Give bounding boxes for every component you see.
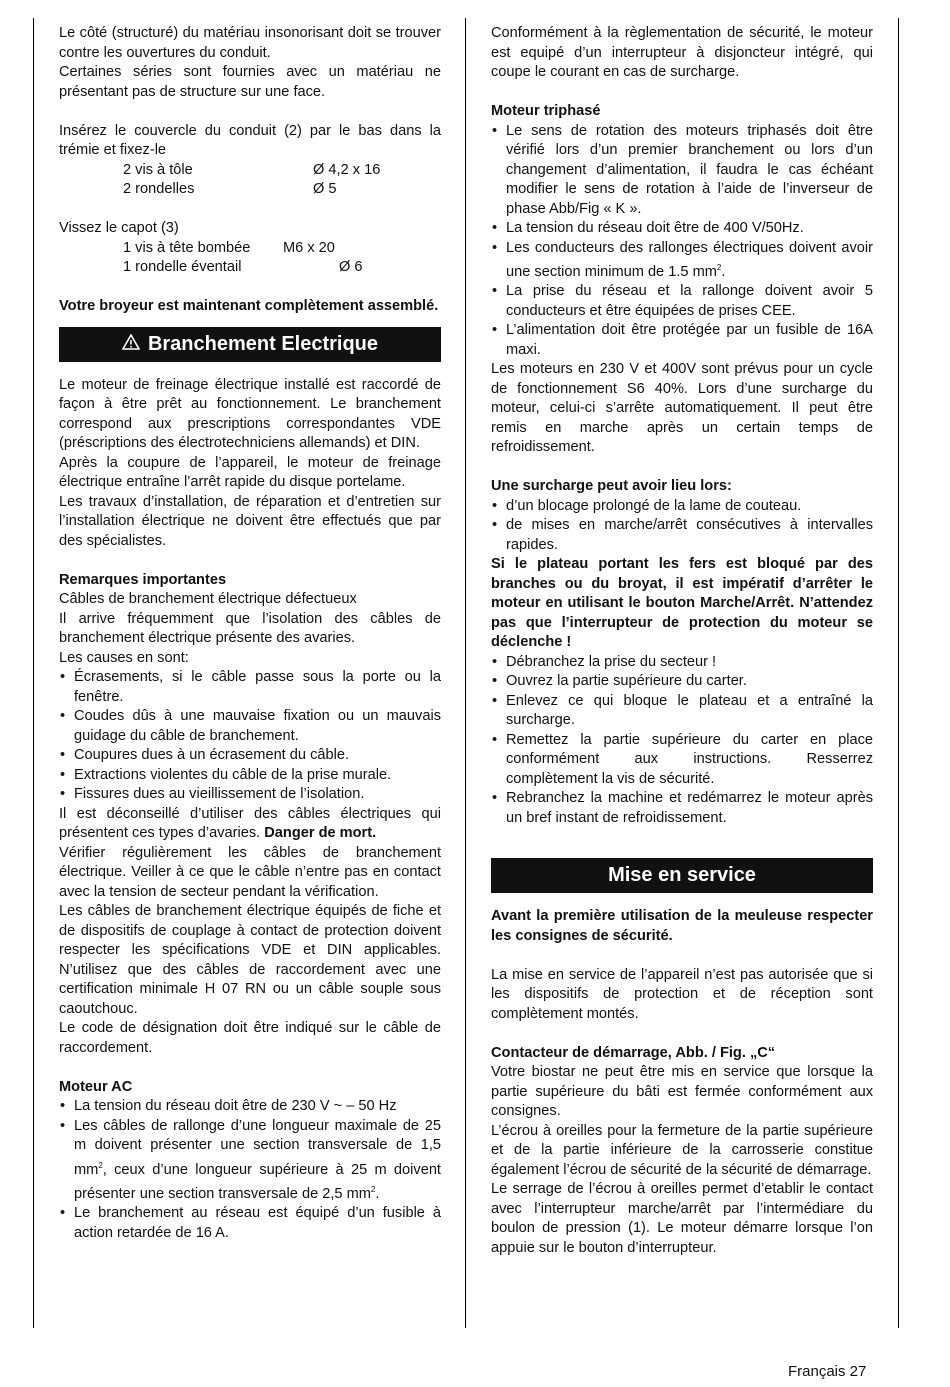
center-rule [465, 18, 466, 1328]
para: Le moteur de freinage électrique installé est raccordé de façon à être prêt au fonctionnement. Le branchement correspond aux prescriptions correspondantes VDE (préscriptions des électrotechniciens allemands) et DIN. [59, 376, 441, 451]
capot-item [59, 239, 441, 259]
list-item: • de mises en marche/arrêt consécutives à intervalles rapides. [491, 516, 873, 555]
para: Vérifier régulièrement les câbles de branchement électrique. Veiller à ce que le câble n’entre pas en contact avec la tension de secteur pendant la vérification. [59, 844, 441, 900]
page-footer: Français 27 [788, 1363, 867, 1380]
list-item: • Extractions violentes du câble de la prise murale. [59, 766, 441, 786]
insert-item-value: Ø 5 [313, 181, 337, 197]
assembled-note: Votre broyeur est maintenant complètement assemblé. [59, 298, 439, 314]
para: Conformément à la règlementation de sécurité, le moteur est equipé d’un interrupteur à disjoncteur intégré, qui coupe le courant en cas de surcharge. [491, 25, 873, 80]
steps-list [491, 653, 873, 829]
section-banner-title: Branchement Electrique [147, 332, 379, 355]
blocked-warning: Si le plateau portant les fers est bloqué par des branches ou du broyat, il est impératif d’arrêter le moteur en utilisant le bouton Marche/Arrêt. N’attendez pas que l’interrupteur de protection du moteur se déclenche ! [491, 556, 873, 651]
overload-heading: Une surcharge peut avoir lieu lors: [491, 478, 732, 495]
intro-line-2: Certaines séries sont fournies avec un matériau ne présentant pas de structure sur une face. [59, 64, 441, 100]
list-item: • Remettez la partie supérieure du carter en place conformément aux instructions. Resserrez complètement la vis de sécurité. [491, 731, 873, 790]
ac-list [59, 1097, 441, 1243]
right-rule [898, 18, 899, 1328]
before-use-note: Avant la première utilisation de la meuleuse respecter les consignes de sécurité. [491, 908, 873, 944]
warning-triangle-icon [122, 334, 140, 355]
list-item: • La prise du réseau et la rallonge doivent avoir 5 conducteurs et être équipées de prises CEE. [491, 282, 873, 321]
para: Le serrage de l’écrou à oreilles permet d’etablir le contact avec l’interrupteur marche/arrêt par l’intermédiare du boulon de pression (1). Le moteur démarre lorsque l’on appuie sur le bouton d’interrupteur. [491, 1181, 873, 1256]
section-banner-electrical [59, 327, 441, 362]
para: L’écrou à oreilles pour la fermeture de la partie supérieure et de la partie inférieure de la carrosserie constitue également l’écrou de sécurité de la sécurité de démarrage. [491, 1122, 873, 1178]
list-item: • Écrasements, si le câble passe sous la porte ou la fenêtre. [59, 668, 441, 707]
capot-item-mid: M6 x 20 [283, 239, 335, 256]
para: Votre biostar ne peut être mis en service que lorsque la partie supérieure du bâti est fermée conformément aux consignes. [491, 1064, 873, 1120]
para: Les câbles de branchement électrique équipés de fiche et de dispositifs de couplage à contact de protection doivent respecter les spécifications VDE et DIN applicables. N’utilisez que des câbles de raccordement avec une certification minimale H 07 RN ou un câble souple sous caoutchouc. [59, 903, 441, 1017]
list-item: • Enlevez ce qui bloque le plateau et a entraîné la surcharge. [491, 692, 873, 731]
list-item: • Débranchez la prise du secteur ! [491, 653, 873, 673]
left-column [59, 24, 441, 1243]
capot-item-value: Ø 6 [339, 259, 363, 275]
capot-item-label: 1 vis à tête bombée [123, 239, 251, 256]
insert-text: Insérez le couvercle du conduit (2) par le bas dans la trémie et fixez-le [59, 122, 441, 158]
insert-item-label: 2 rondelles [123, 181, 195, 197]
ac-heading: Moteur AC [59, 1078, 133, 1095]
list-item: • L’alimentation doit être protégée par un fusible de 16A maxi. [491, 321, 873, 360]
list-item: • Coupures dues à un écrasement du câble. [59, 746, 441, 766]
list-item: • d’un blocage prolongé de la lame de couteau. [491, 497, 873, 517]
insert-item [59, 161, 441, 181]
insert-item [59, 180, 441, 200]
capot-item [59, 258, 441, 278]
para: Câbles de branchement électrique défectueux [59, 591, 357, 607]
para: Il arrive fréquemment que l’isolation des câbles de branchement électrique présente des avaries. [59, 610, 441, 646]
para: Après la coupure de l’appareil, le moteur de freinage électrique entraîne l’arrêt rapide du disque portelame. [59, 454, 441, 490]
capot-item-label: 1 rondelle éventail [123, 259, 242, 275]
list-item: • Les câbles de rallonge d’une longueur maximale de 25 m doivent présenter une section transversale de 1,5 $mm^2$, ceux d’une longueur supérieure à 25 m doivent présenter une section transversale de 2,5 $mm^2$. [59, 1117, 441, 1205]
para: Les causes en sont: [59, 649, 189, 666]
causes-list [59, 668, 441, 805]
para: Le code de désignation doit être indiqué sur le câble de raccordement. [59, 1020, 441, 1056]
danger-text: Il est déconseillé d’utiliser des câbles électriques qui présentent ces types d’avaries. [59, 805, 441, 841]
list-item: • Fissures dues au vieillissement de l’isolation. [59, 785, 441, 805]
list-item: • La tension du réseau doit être de 400 V/50Hz. [491, 219, 873, 239]
para: Les moteurs en 230 V et 400V sont prévus pour un cycle de fonctionnement S6 40%. Lors d’une surcharge du moteur, celui-ci s’arrête automatiquement. Il peut être remis en marche après un certain temps de refroidissement. [491, 361, 873, 456]
capot-text: Vissez le capot (3) [59, 220, 179, 236]
list-item: • Le branchement au réseau est équipé d’un fusible à action retardée de 16 A. [59, 1204, 441, 1243]
triphase-list [491, 122, 873, 361]
list-item: • Le sens de rotation des moteurs triphasés doit être vérifié lors d’un premier branchement ou lors d’un changement d’alimentation, il faudra le cas échéant modifier le sens de rotation à l’aide de l’inverseur de phase Abb/Fig « K ». [491, 122, 873, 220]
danger-bold: Danger de mort. [264, 825, 377, 841]
section-banner-title: Mise en service [608, 864, 756, 887]
para: Les travaux d’installation, de réparation et d’entretien sur l’installation électrique ne doivent être effectués que par des spécialistes. [59, 493, 441, 549]
insert-item-value: Ø 4,2 x 16 [313, 161, 381, 178]
overload-list [491, 497, 873, 556]
list-item: • La tension du réseau doit être de 230 V ~ – 50 Hz [59, 1097, 441, 1117]
list-item: • Coudes dûs à une mauvaise fixation ou un mauvais guidage du câble de branchement. [59, 707, 441, 746]
para: La mise en service de l’appareil n’est pas autorisée que si les dispositifs de protection et de réception sont complètement montés. [491, 966, 873, 1022]
insert-item-label: 2 vis à tôle [123, 161, 193, 178]
danger-para [59, 805, 441, 844]
list-item: • Rebranchez la machine et redémarrez le moteur après un bref instant de refroidissement. [491, 789, 873, 828]
right-column [491, 24, 873, 1258]
triphase-heading: Moteur triphasé [491, 103, 601, 119]
remarks-heading: Remarques importantes [59, 571, 227, 588]
contact-heading: Contacteur de démarrage, Abb. / Fig. „C“ [491, 1044, 776, 1061]
intro-line-1: Le côté (structuré) du matériau insonorisant doit se trouver contre les ouvertures du conduit. [59, 25, 441, 61]
left-rule [33, 18, 34, 1328]
list-item: • Les conducteurs des rallonges électriques doivent avoir une section minimum de 1.5 $mm^2$. [491, 239, 873, 283]
section-banner-service [491, 858, 873, 893]
list-item: • Ouvrez la partie supérieure du carter. [491, 672, 873, 692]
